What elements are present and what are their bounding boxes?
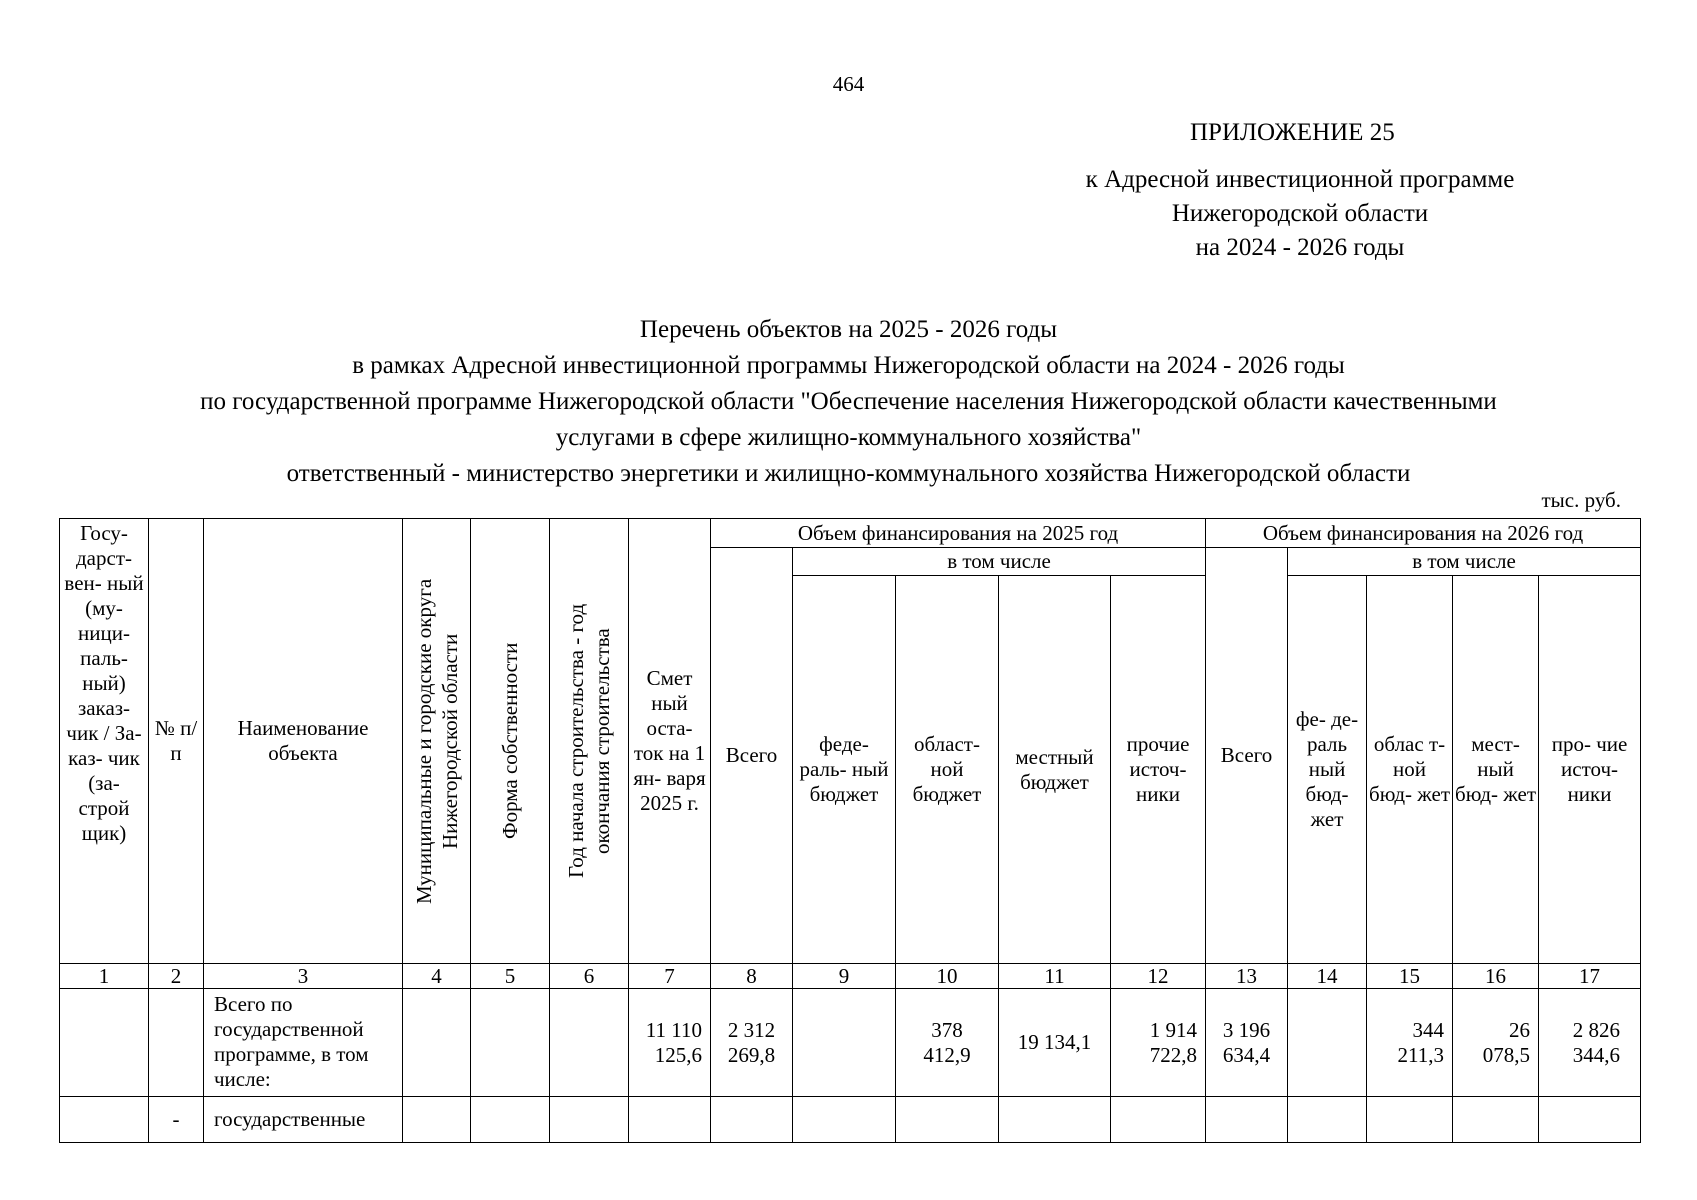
header-regional-2026: облас т-ной бюд- жет — [1367, 576, 1453, 964]
cell-number: - — [149, 1097, 204, 1143]
column-number: 7 — [629, 964, 711, 989]
header-total-2026: Всего — [1206, 548, 1288, 964]
page-number: 464 — [832, 72, 865, 96]
header-including-2025: в том числе — [793, 548, 1206, 576]
header-fin-2026: Объем финансирования на 2026 год — [1206, 519, 1641, 548]
cell-regional-2026: 344 211,3 — [1367, 989, 1453, 1097]
column-number: 5 — [471, 964, 550, 989]
column-number: 4 — [403, 964, 471, 989]
appendix-line-1: к Адресной инвестиционной программе — [1085, 166, 1515, 193]
objects-table — [59, 518, 1641, 1143]
header-local-2026: мест- ный бюд- жет — [1453, 576, 1539, 964]
cell-total-2025: 2 312 269,8 — [711, 989, 793, 1097]
header-districts-text: Муниципальные и городские округа Нижегородской области — [411, 578, 462, 904]
cell-years — [550, 989, 629, 1097]
cell-regional-2026 — [1367, 1097, 1453, 1143]
header-regional-2025: област- ной бюджет — [896, 576, 999, 964]
cell-ownership — [471, 1097, 550, 1143]
heading-line-1: Перечень объектов на 2025 - 2026 годы — [639, 316, 1058, 343]
header-years-text: Год начала строительства - год окончания строительства — [564, 603, 614, 879]
header-fin-2025: Объем финансирования на 2025 год — [711, 519, 1206, 548]
header-estimate: Смет ный оста- ток на 1 ян- варя 2025 г. — [629, 519, 711, 964]
appendix-line-3: на 2024 - 2026 годы — [1195, 234, 1405, 261]
cell-estimate: 11 110 125,6 — [629, 989, 711, 1097]
header-years — [550, 519, 629, 964]
cell-total-2025 — [711, 1097, 793, 1143]
cell-districts — [403, 989, 471, 1097]
cell-regional-2025 — [896, 1097, 999, 1143]
heading-line-4: услугами в сфере жилищно-коммунального хозяйства" — [555, 424, 1142, 451]
units-label: тыс. руб. — [1541, 488, 1621, 512]
column-number: 17 — [1539, 964, 1641, 989]
header-other-2026: про- чие источ- ники — [1539, 576, 1641, 964]
column-number: 15 — [1367, 964, 1453, 989]
cell-federal-2025 — [793, 1097, 896, 1143]
column-number: 14 — [1288, 964, 1367, 989]
cell-regional-2025: 378 412,9 — [896, 989, 999, 1097]
table-row — [60, 1097, 1641, 1143]
cell-name: Всего по государственной программе, в том числе: — [204, 989, 403, 1097]
cell-other-2026: 2 826 344,6 — [1539, 989, 1641, 1097]
cell-federal-2026 — [1288, 989, 1367, 1097]
cell-local-2026 — [1453, 1097, 1539, 1143]
cell-local-2026: 26 078,5 — [1453, 989, 1539, 1097]
heading-line-5: ответственный - министерство энергетики и жилищно-коммунального хозяйства Нижегородской области — [286, 460, 1411, 487]
cell-customer — [60, 1097, 149, 1143]
column-number: 16 — [1453, 964, 1539, 989]
column-number: 8 — [711, 964, 793, 989]
column-numbers-row — [60, 964, 1641, 989]
column-number: 3 — [204, 964, 403, 989]
header-total-2025: Всего — [711, 548, 793, 964]
appendix-line-2: Нижегородской области — [1171, 200, 1429, 227]
column-number: 13 — [1206, 964, 1288, 989]
column-number: 9 — [793, 964, 896, 989]
header-including-2026: в том числе — [1288, 548, 1641, 576]
column-number: 1 — [60, 964, 149, 989]
header-ownership-text: Форма собственности — [498, 642, 522, 840]
cell-other-2025: 1 914 722,8 — [1111, 989, 1206, 1097]
cell-local-2025: 19 134,1 — [999, 989, 1111, 1097]
cell-number — [149, 989, 204, 1097]
header-name: Наименование объекта — [204, 519, 403, 964]
table-row — [60, 989, 1641, 1097]
cell-total-2026: 3 196 634,4 — [1206, 989, 1288, 1097]
cell-federal-2026 — [1288, 1097, 1367, 1143]
header-customer: Госу- дарст- вен- ный (му- ници- паль- ный) заказ- чик / За- каз- чик (за- строй щик) — [60, 519, 149, 964]
header-other-2025: прочие источ- ники — [1111, 576, 1206, 964]
header-ownership — [471, 519, 550, 964]
cell-other-2025 — [1111, 1097, 1206, 1143]
cell-estimate — [629, 1097, 711, 1143]
header-local-2025: местный бюджет — [999, 576, 1111, 964]
appendix-title: ПРИЛОЖЕНИЕ 25 — [1190, 119, 1395, 146]
heading-line-2: в рамках Адресной инвестиционной программы Нижегородской области на 2024 - 2026 годы — [352, 352, 1345, 379]
header-federal-2026: фе- де- раль ный бюд- жет — [1288, 576, 1367, 964]
header-districts — [403, 519, 471, 964]
cell-customer — [60, 989, 149, 1097]
column-number: 12 — [1111, 964, 1206, 989]
cell-total-2026 — [1206, 1097, 1288, 1143]
column-number: 2 — [149, 964, 204, 989]
header-number: № п/п — [149, 519, 204, 964]
column-number: 10 — [896, 964, 999, 989]
cell-federal-2025 — [793, 989, 896, 1097]
cell-name: государственные — [204, 1097, 403, 1143]
cell-districts — [403, 1097, 471, 1143]
column-number: 11 — [999, 964, 1111, 989]
cell-years — [550, 1097, 629, 1143]
cell-ownership — [471, 989, 550, 1097]
column-number: 6 — [550, 964, 629, 989]
heading-line-3: по государственной программе Нижегородской области "Обеспечение населения Нижегородской области качественными — [200, 388, 1497, 415]
cell-local-2025 — [999, 1097, 1111, 1143]
header-federal-2025: феде- раль- ный бюджет — [793, 576, 896, 964]
cell-other-2026 — [1539, 1097, 1641, 1143]
